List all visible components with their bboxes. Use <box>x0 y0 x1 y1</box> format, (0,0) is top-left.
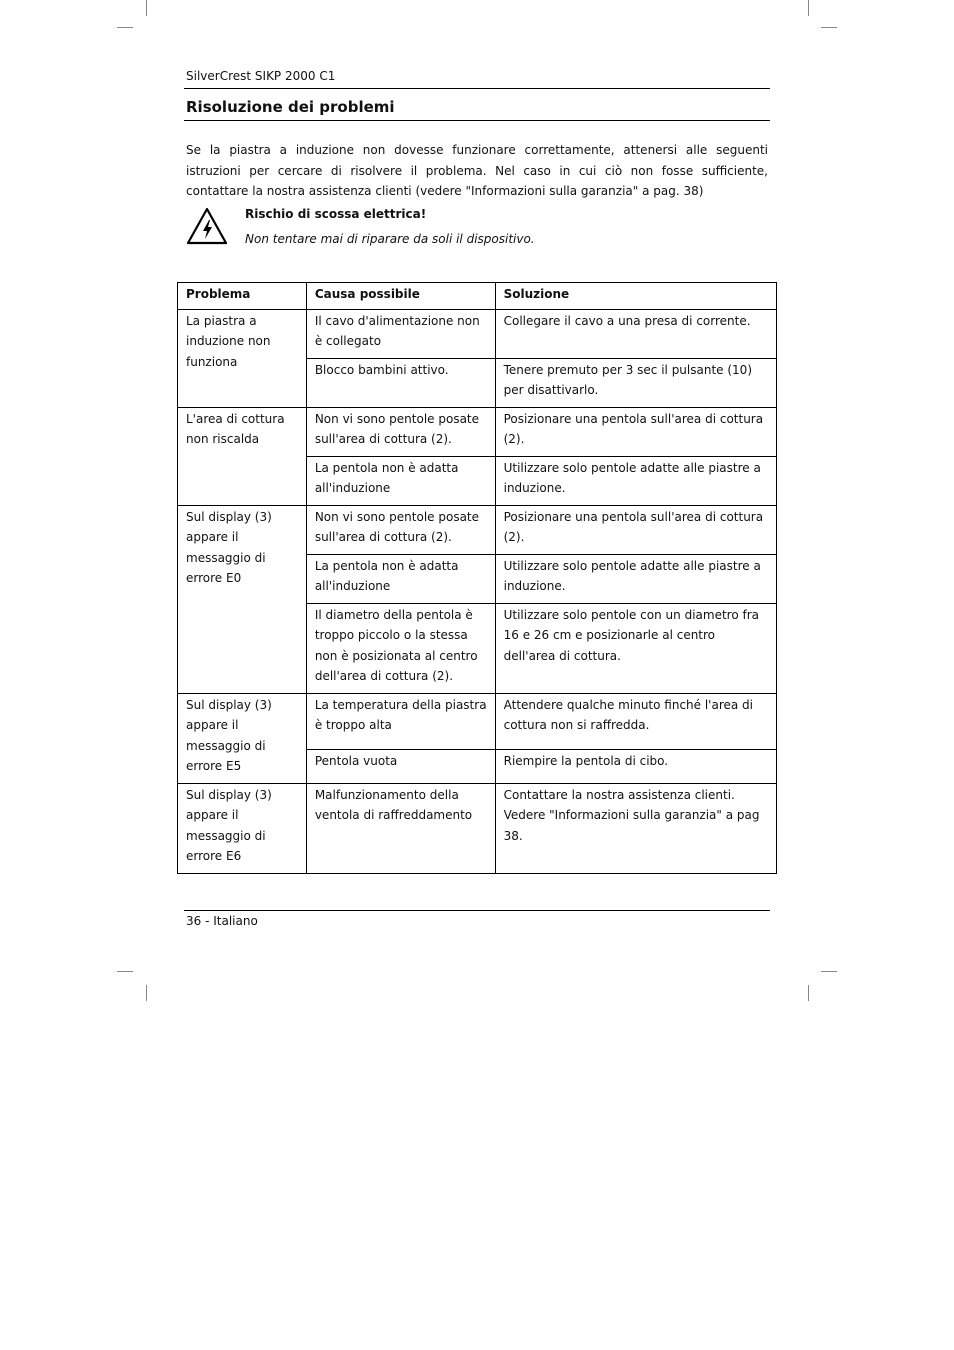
column-header-problem: Problema <box>178 283 307 310</box>
solution-cell: Attendere qualche minuto finché l'area di cottura non si raffredda. <box>495 693 776 750</box>
warning-text: Non tentare mai di riparare da soli il dispositivo. <box>245 232 535 246</box>
cause-cell: Non vi sono pentole posate sull'area di cottura (2). <box>306 505 495 554</box>
solution-cell: Posizionare una pentola sull'area di cottura (2). <box>495 505 776 554</box>
cause-cell: Malfunzionamento della ventola di raffreddamento <box>306 783 495 873</box>
crop-mark <box>821 27 837 28</box>
problem-cell: L'area di cottura non riscalda <box>178 407 307 505</box>
solution-cell: Utilizzare solo pentole con un diametro fra 16 e 26 cm e posizionarle al centro dell'area di cottura. <box>495 603 776 693</box>
crop-mark <box>821 971 837 972</box>
cause-cell: La pentola non è adatta all'induzione <box>306 456 495 505</box>
solution-cell: Riempire la pentola di cibo. <box>495 750 776 783</box>
running-header: SilverCrest SIKP 2000 C1 <box>186 69 336 83</box>
table-header-row <box>178 283 777 310</box>
warning-title: Rischio di scossa elettrica! <box>245 207 427 221</box>
section-title: Risoluzione dei problemi <box>186 98 395 116</box>
electric-shock-warning-icon <box>186 207 228 245</box>
crop-mark <box>146 0 147 16</box>
cause-cell: Non vi sono pentole posate sull'area di cottura (2). <box>306 407 495 456</box>
cause-cell: La temperatura della piastra è troppo alta <box>306 693 495 750</box>
problem-cell: Sul display (3) appare il messaggio di errore E5 <box>178 693 307 783</box>
solution-cell: Utilizzare solo pentole adatte alle piastre a induzione. <box>495 554 776 603</box>
problem-cell: Sul display (3) appare il messaggio di errore E0 <box>178 505 307 693</box>
table-row <box>178 693 777 750</box>
crop-mark <box>117 27 133 28</box>
header-rule <box>184 88 770 89</box>
solution-cell: Contattare la nostra assistenza clienti. Vedere "Informazioni sulla garanzia" a pag 38. <box>495 783 776 873</box>
troubleshooting-table <box>177 282 777 874</box>
table-row <box>178 407 777 456</box>
table-row <box>178 783 777 873</box>
solution-cell: Utilizzare solo pentole adatte alle piastre a induzione. <box>495 456 776 505</box>
cause-cell: Il diametro della pentola è troppo piccolo o la stessa non è posizionata al centro dell'area di cottura (2). <box>306 603 495 693</box>
crop-mark <box>808 985 809 1001</box>
solution-cell: Tenere premuto per 3 sec il pulsante (10) per disattivarlo. <box>495 358 776 407</box>
footer-rule <box>184 910 770 911</box>
solution-cell: Posizionare una pentola sull'area di cottura (2). <box>495 407 776 456</box>
crop-mark <box>117 971 133 972</box>
intro-paragraph: Se la piastra a induzione non dovesse funzionare correttamente, attenersi alle seguenti istruzioni per cercare di risolvere il problema. Nel caso in cui ciò non fosse sufficiente, contattare la nostra assistenza clienti (vedere "Informazioni sulla garanzia" a pag. 38) <box>186 143 768 198</box>
cause-cell: Il cavo d'alimentazione non è collegato <box>306 309 495 358</box>
page-footer: 36 - Italiano <box>186 914 258 928</box>
cause-cell: Blocco bambini attivo. <box>306 358 495 407</box>
crop-mark <box>808 0 809 16</box>
cause-cell: La pentola non è adatta all'induzione <box>306 554 495 603</box>
solution-cell: Collegare il cavo a una presa di corrente. <box>495 309 776 358</box>
problem-cell: La piastra a induzione non funziona <box>178 309 307 407</box>
cause-cell: Pentola vuota <box>306 750 495 783</box>
problem-cell: Sul display (3) appare il messaggio di errore E6 <box>178 783 307 873</box>
crop-mark <box>146 985 147 1001</box>
column-header-cause: Causa possibile <box>306 283 495 310</box>
table-row <box>178 505 777 554</box>
column-header-solution: Soluzione <box>495 283 776 310</box>
table-row <box>178 309 777 358</box>
title-rule <box>184 120 770 121</box>
